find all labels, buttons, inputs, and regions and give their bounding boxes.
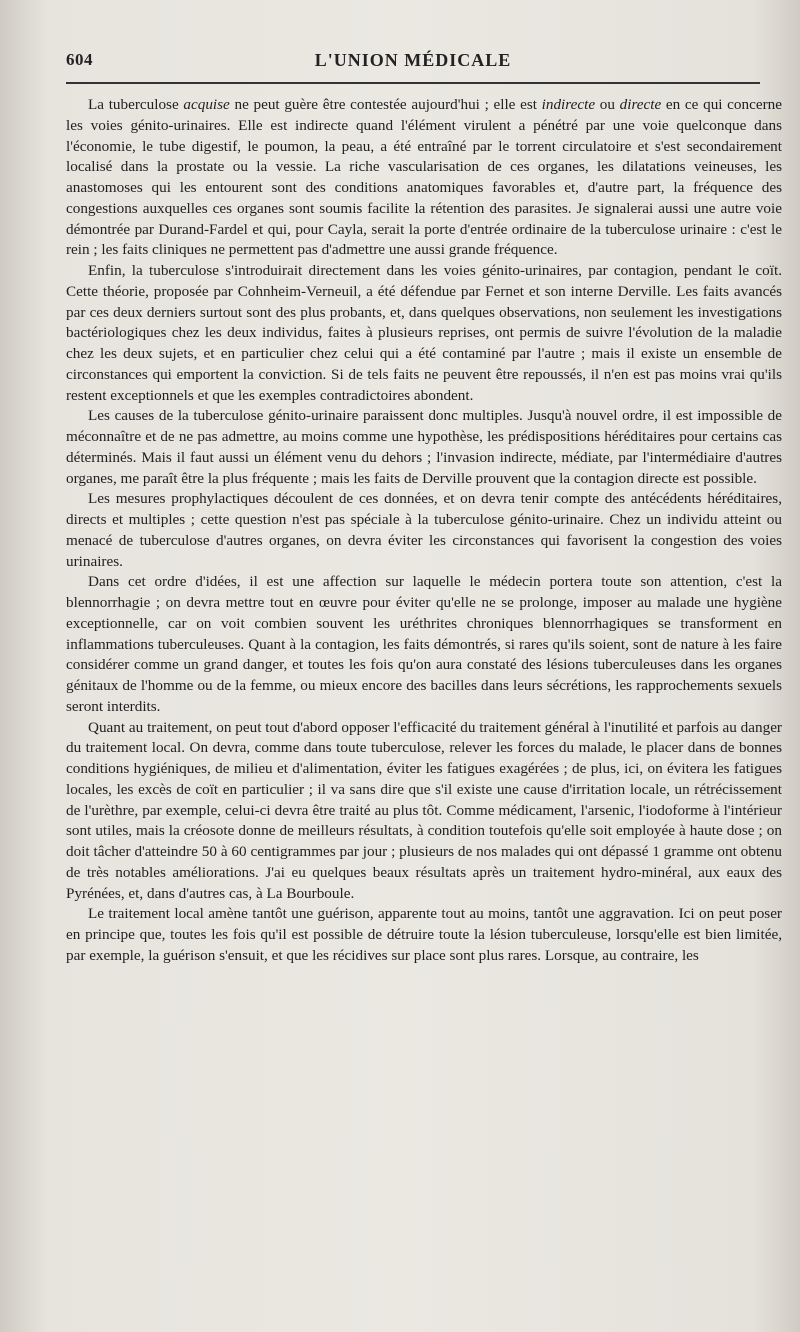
page-number: 604: [66, 50, 93, 69]
italic-acquise: acquise: [183, 96, 230, 113]
paragraph-1-part-3: ou: [595, 96, 620, 113]
body-text: [66, 95, 782, 967]
header-rule: [66, 82, 760, 84]
paragraph-1-part-2: ne peut guère être contestée aujourd'hui ; elle est: [229, 96, 542, 113]
italic-directe: directe: [619, 96, 662, 113]
paragraph-1-part-4: en ce qui concerne les voies génito-urinaires. Elle est indirecte quand l'élément virulent a pénétré par une voie quelconque dans l'économie, le tube digestif, le poumon, la peau, a été entraîné par le torrent circulatoire et s'est secondairement localisé dans la prostate ou la vessie. La riche vascularisation de ces organes, les dilatations veineuses, les anastomoses qui les entourent sont des conditions anatomiques favorables et, d'autre part, la fréquence des congestions auxquelles ces organes sont soumis facilite la rétention des parasites. Je signalerai aussi une autre voie démontrée par Durand-Fardel et qui, pour Cayla, serait la porte d'entrée ordinaire de la tuberculose urinaire : c'est le rein ; les faits cliniques ne permettent pas d'admettre une aussi grande fréquence.: [66, 96, 782, 259]
paragraph-5: Dans cet ordre d'idées, il est une affection sur laquelle le médecin portera toute son attention, c'est la blennorrhagie ; on devra mettre tout en œuvre pour éviter qu'elle ne se prolonge, imposer au malade une hygiène exceptionnelle, car on voit combien souvent les uréthrites chroniques blennorrhagiques se transforment en inflammations tuberculeuses. Quant à la contagion, les faits démontrés, si rares qu'ils soient, sont de nature à les faire considérer comme un grand danger, et toutes les fois qu'on aura constaté des lésions tuberculeuses dans les organes génitaux de l'homme ou de la femme, ou mieux encore des bacilles dans leurs sécrétions, les rapprochements sexuels seront interdits.: [66, 573, 782, 715]
running-title: L'UNION MÉDICALE: [314, 50, 512, 70]
paragraph-3: Les causes de la tuberculose génito-urinaire paraissent donc multiples. Jusqu'à nouvel ordre, il est impossible de méconnaître et de ne pas admettre, au moins comme une hypothèse, les prédispositions héréditaires pour certains cas déterminés. Mais il faut aussi un élément venu du dehors ; l'invasion indirecte, médiate, par l'intermédiaire d'autres organes, me paraît être la plus fréquente ; mais les faits de Derville prouvent que la contagion directe est possible.: [66, 407, 782, 487]
paragraph-6: Quant au traitement, on peut tout d'abord opposer l'efficacité du traitement général à l'inutilité et parfois au danger du traitement local. On devra, comme dans toute tuberculose, relever les forces du malade, le placer dans de bonnes conditions hygiéniques, de milieu et d'alimentation, éviter les fatigues exagérées ; de plus, ici, on évitera les fatigues locales, les excès de coït en particulier ; il va sans dire que s'il existe une cause d'irritation locale, un rétrécissement de l'urèthre, par exemple, celui-ci devra être traité au plus tôt. Comme médicament, l'arsenic, l'iodoforme à l'intérieur sont utiles, mais la créosote donne de meilleurs résultats, à condition toutefois qu'elle soit employée à haute dose ; on doit tâcher d'atteindre 50 à 60 centigrammes par jour ; plusieurs de nos malades qui ont dépassé 1 gramme ont obtenu de très notables améliorations. J'ai eu quelques beaux résultats après un traitement hydro-minéral, aux eaux des Pyrénées, et, dans d'autres cas, à La Bourboule.: [66, 718, 782, 902]
paragraph-1-part-1: La tuberculose: [88, 96, 184, 113]
page-header: [66, 50, 760, 74]
paragraph-2: Enfin, la tuberculose s'introduirait directement dans les voies génito-urinaires, par contagion, pendant le coït. Cette théorie, proposée par Cohnheim-Verneuil, a été défendue par Fernet et son interne Derville. Les faits avancés par ces deux derniers surtout sont des plus probants, et, dans quelques observations, non seulement les investigations bactériologiques chez les deux individus, faites à plusieurs reprises, ont permis de suivre l'évolution de la maladie chez les deux sujets, et en particulier chez celui qui a été contaminé par l'autre ; mais il existe un ensemble de circonstances qui emportent la conviction. Si de tels faits ne peuvent être repoussés, il n'en est pas moins vrai qu'ils restent exceptionnels et que les exemples contradictoires abondent.: [66, 262, 782, 404]
paragraph-1: [66, 95, 782, 261]
italic-indirecte: indirecte: [541, 96, 596, 113]
paragraph-4: Les mesures prophylactiques découlent de ces données, et on devra tenir compte des antécédents héréditaires, directs et multiples ; cette question n'est pas spéciale à la tuberculose génito-urinaire. Chez un individu atteint ou menacé de tuberculose d'autres organes, on devra éviter les circonstances qui favorisent la congestion des voies urinaires.: [66, 490, 782, 570]
paragraph-7: Le traitement local amène tantôt une guérison, apparente tout au moins, tantôt une aggravation. Ici on peut poser en principe que, toutes les fois qu'il est possible de détruire toute la lésion tuberculeuse, lorsqu'elle est bien limitée, par exemple, la guérison s'ensuit, et que les récidives sur place sont plus rares. Lorsque, au contraire, les: [66, 905, 782, 964]
